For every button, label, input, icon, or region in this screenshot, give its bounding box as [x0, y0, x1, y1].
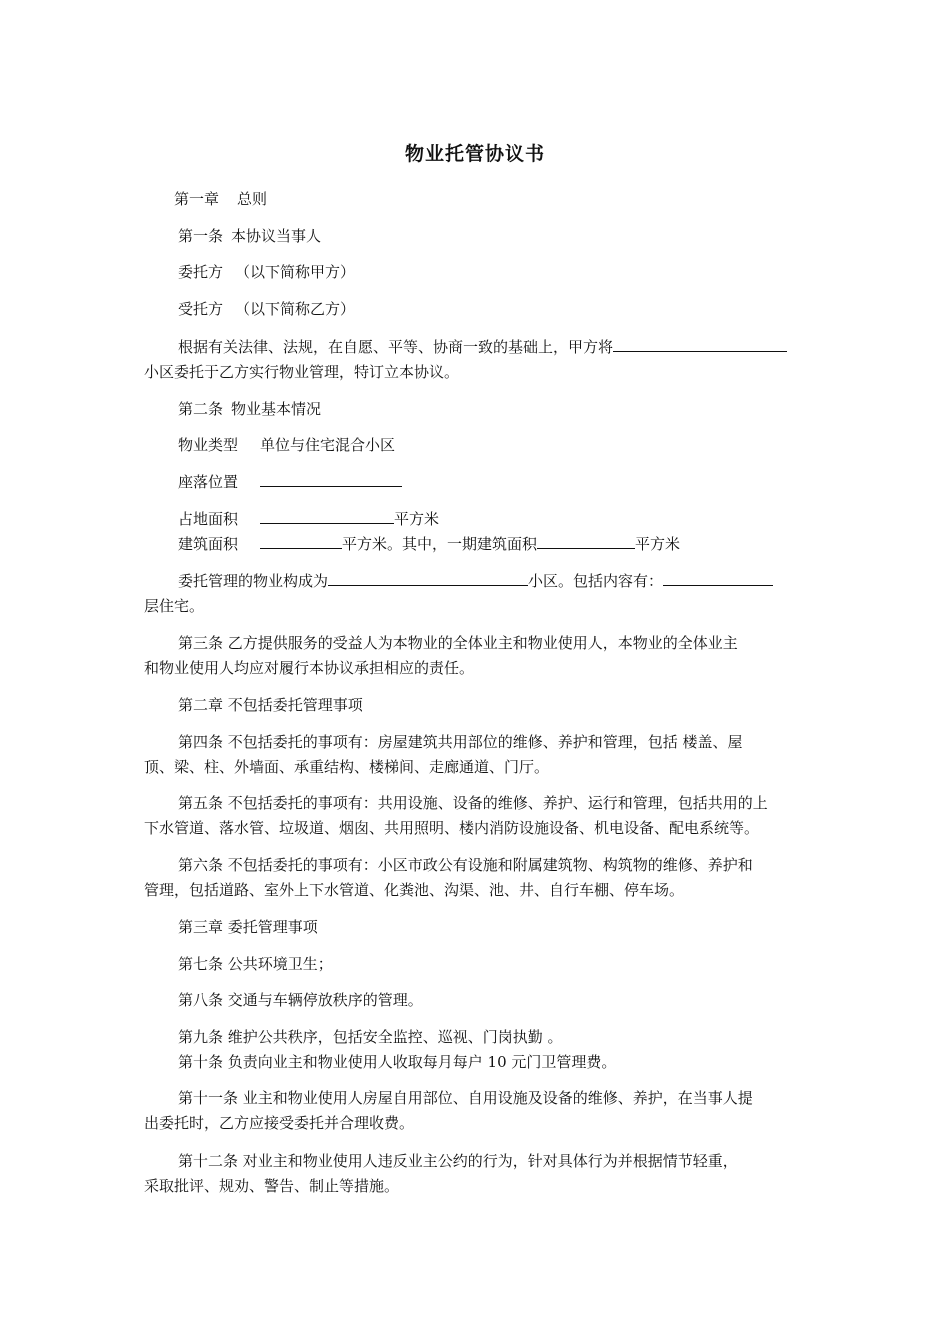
article-1: 第一条 本协议当事人 [178, 227, 322, 245]
article-4-line-1: 第四条 不包括委托的事项有：房屋建筑共用部位的维修、养护和管理，包括 楼盖、屋 [178, 733, 743, 751]
article-12-line-2: 采取批评、规劝、警告、制止等措施。 [144, 1177, 400, 1195]
location-blank [260, 471, 402, 487]
scope-line-2: 层住宅。 [144, 597, 205, 615]
scope-line-1: 委托管理的物业构成为 小区。包括内容有： [178, 570, 773, 592]
chapter-2-heading: 第二章 不包括委托管理事项 [178, 696, 363, 714]
article-6-line-1: 第六条 不包括委托的事项有：小区市政公有设施和附属建筑物、构筑物的维修、养护和 [178, 856, 753, 874]
article-7: 第七条 公共环境卫生； [178, 955, 333, 973]
article-10: 第十条 负责向业主和物业使用人收取每月每户 10 元门卫管理费。 [178, 1053, 617, 1071]
article-11-line-1: 第十一条 业主和物业使用人房屋自用部位、自用设施及设备的维修、养护，在当事人提 [178, 1089, 753, 1107]
floors-blank [663, 570, 773, 586]
chapter-3-heading: 第三章 委托管理事项 [178, 918, 318, 936]
article-3-line-2: 和物业使用人均应对履行本协议承担相应的责任。 [144, 659, 475, 677]
article-2: 第二条 物业基本情况 [178, 400, 322, 418]
article-8: 第八条 交通与车辆停放秩序的管理。 [178, 991, 423, 1009]
land-area-line: 占地面积 平方米 [178, 510, 440, 528]
basis-line-1: 根据有关法律、法规，在自愿、平等、协商一致的基础上，甲方将 [178, 336, 787, 358]
phase1-area-blank [537, 533, 635, 549]
party-b-line: 受托方 （以下简称乙方） [178, 300, 356, 318]
basis-line-2: 小区委托于乙方实行物业管理，特订立本协议。 [144, 363, 460, 381]
party-a-line: 委托方 （以下简称甲方） [178, 263, 356, 281]
article-11-line-2: 出委托时，乙方应接受委托并合理收费。 [144, 1114, 415, 1132]
land-area-blank [260, 508, 394, 524]
building-area-blank [260, 533, 342, 549]
article-12-line-1: 第十二条 对业主和物业使用人违反业主公约的行为，针对具体行为并根据情节轻重， [178, 1152, 738, 1170]
article-5-line-1: 第五条 不包括委托的事项有：共用设施、设备的维修、养护、运行和管理，包括共用的上 [178, 794, 768, 812]
location-line: 座落位置 [178, 471, 402, 493]
property-type-line: 物业类型 单位与住宅混合小区 [178, 436, 396, 454]
chapter-1-heading: 第一章 总则 [174, 190, 268, 208]
article-9: 第九条 维护公共秩序，包括安全监控、巡视、门岗执勤 。 [178, 1028, 563, 1046]
article-3-line-1: 第三条 乙方提供服务的受益人为本物业的全体业主和物业使用人，本物业的全体业主 [178, 634, 738, 652]
article-6-line-2: 管理，包括道路、室外上下水管道、化粪池、沟渠、池、井、自行车棚、停车场。 [144, 881, 685, 899]
article-4-line-2: 顶、梁、柱、外墙面、承重结构、楼梯间、走廊通道、门厅。 [144, 758, 550, 776]
property-name-blank [613, 336, 787, 352]
scope-blank [328, 570, 528, 586]
article-5-line-2: 下水管道、落水管、垃圾道、烟囱、共用照明、楼内消防设施设备、机电设备、配电系统等。 [144, 819, 760, 837]
document-title: 物业托管协议书 [404, 143, 545, 165]
building-area-line: 建筑面积 平方米。其中，一期建筑面积 平方米 [178, 535, 681, 553]
